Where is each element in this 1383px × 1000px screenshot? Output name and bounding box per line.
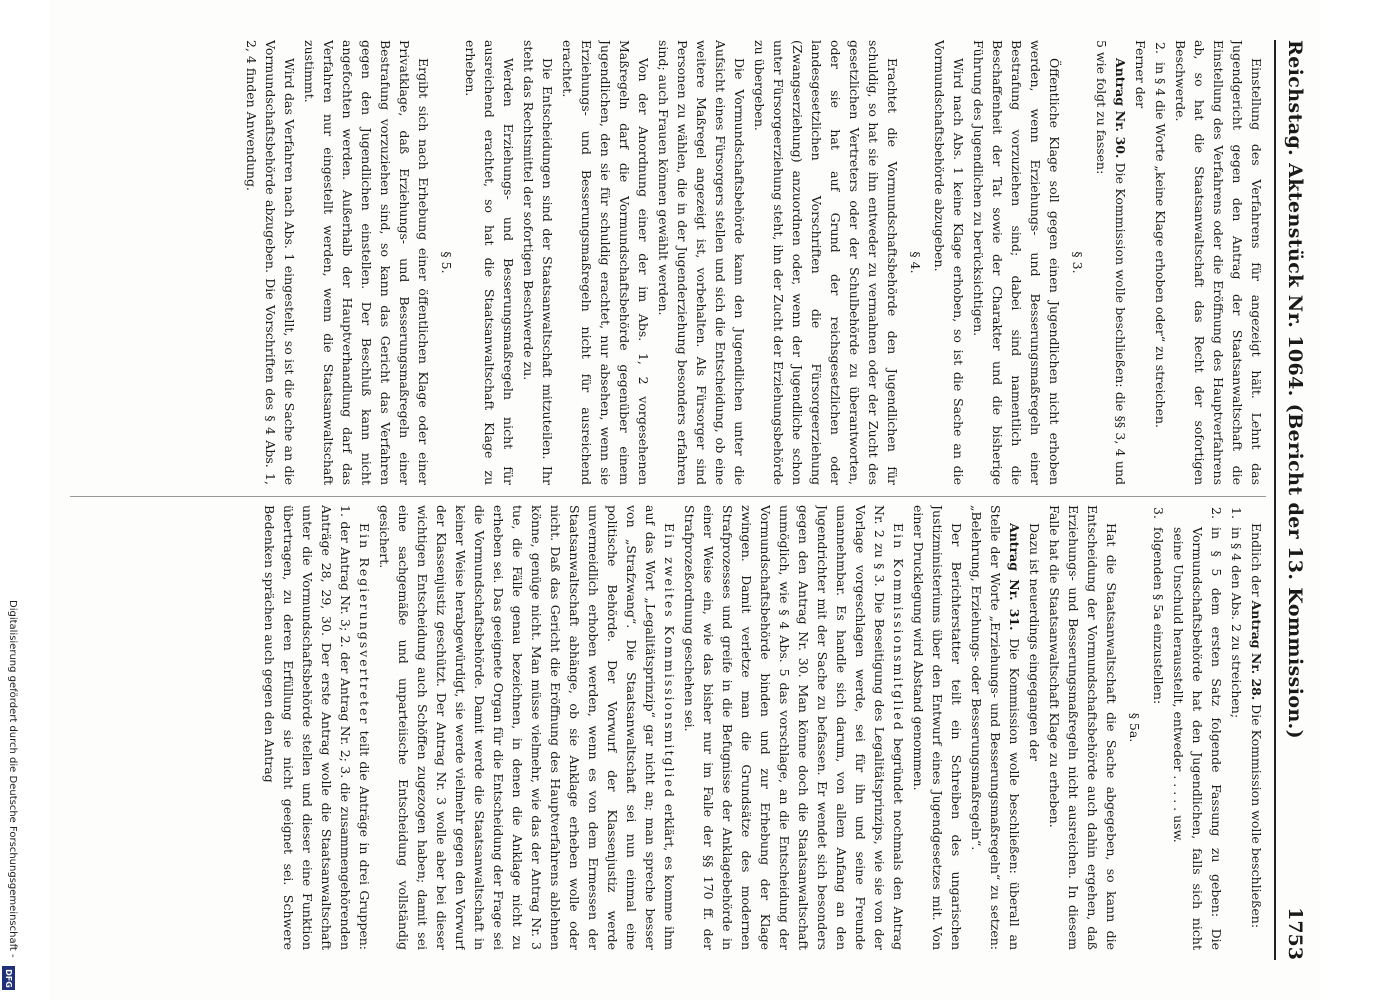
section-heading: § 3. (1070, 251, 1085, 274)
motion-label: Antrag Nr. 30. (1113, 58, 1128, 159)
motion-label: Antrag Nr. 31. (1007, 523, 1022, 631)
paragraph: Antrag Nr. 30. Die Kommission wolle beschließen: die §§ 3, 4 und 5 wie folgt zu fassen: (1094, 40, 1128, 485)
digitization-credit (4, 600, 20, 996)
paragraph: Ferner der (1133, 40, 1148, 109)
paragraph: Hat die Staatsanwaltschaft die Sache abgegeben, so kann die Entscheidung der Vormundschaftsbehörde auch dahin ergehen, daß Erziehungs- und Besserungsmaßregeln nicht ausreichen. In diesem Falle hat die Staatsanwaltschaft Klage zu erheben. (1047, 505, 1119, 950)
paragraph: Antrag Nr. 31. Die Kommission wolle beschließen: überall an Stelle der Worte „Erziehungs- und Besserungsmaßregeln“ zu setzen: „Belehrung, Erziehungs- oder Besserungsmaßregeln“. (969, 505, 1022, 950)
section-heading: § 5a. (1127, 712, 1142, 743)
list-item-number: 3. (1151, 507, 1166, 519)
digitization-credit-text: Digitalisierung gefördert durch die Deutsche Forschungsgemeinschaft - (7, 600, 18, 958)
dfg-logo-text: DFG (4, 968, 14, 988)
page-number: 1753 (1284, 907, 1306, 960)
paragraph: Die Vormundschaftsbehörde kann den Jugendlichen unter die Aufsicht eines Fürsorgers stellen und sich die Entscheidung, ob eine weitere Maßregel angezeigt ist, vorbehalten. Als Fürsorger sind Personen zu wählen, die in der Jugenderziehung besonders erfahren sind; auch Frauen können gewählt werden. (656, 40, 747, 485)
speaker-label: Ein zweites Kommissionsmitglied (662, 523, 677, 799)
paragraph: Werden Erziehungs- und Besserungsmaßregeln nicht für ausreichend erachtet, so hat die Staatsanwaltschaft Klage zu erheben. (463, 40, 516, 485)
paragraph: Die Entscheidungen sind der Staatsanwaltschaft mitzuteilen. Ihr steht das Rechtsmittel der sofortigen Beschwerde zu. (521, 40, 555, 485)
paragraph: Endlich der Antrag Nr. 28. Die Kommission wolle beschließen: (1249, 523, 1264, 929)
paragraph: Von der Anordnung einer der im Abs. 1, 2 vorgesehenen Maßregeln darf die Vormundschaftsbehörde gegenüber einem Jugendlichen, den sie für schuldig erachtet, nur absehen, wenn sie Erziehungs- und Besserungsmaßregeln nicht für ausreichend erachtet. (560, 40, 651, 485)
section-heading: § 4. (908, 251, 923, 274)
list-item-number: 1. (1229, 507, 1244, 519)
paragraph: Erachtet die Vormundschaftsbehörde den Jugendlichen für schuldig, so hat sie ihn entweder zu vermahnen oder der Zucht des gesetzlichen Vertreters oder der Schulbehörde zu überantworten, oder sie hat auf Grund der reichsgesetzlichen oder landesgesetzlichen Vorschriften die Fürsorgeerziehung (Zwangserziehung) anzuordnen oder, wenn der Jugendliche schon unter Fürsorgeerziehung steht, ihn der Zucht der Erziehungsbehörde zu übergeben. (752, 40, 900, 485)
motion-label: Antrag Nr. 28. (1249, 600, 1264, 701)
header-title: Reichstag. Aktenstück Nr. 1064. (Bericht der 13. Kommission.) (1284, 40, 1306, 740)
paragraph: Wird nach Abs. 1 keine Klage erhoben, so ist die Sache an die Vormundschaftsbehörde abzugeben. (932, 40, 966, 485)
list-item-number: 2. (1153, 42, 1168, 54)
dfg-logo (2, 966, 15, 990)
header-rule (1274, 40, 1276, 960)
paragraph: Dazu ist neuerdings eingegangen der (1027, 523, 1042, 761)
paragraph: Ergibt sich nach Erhebung einer öffentlichen Klage oder einer Privatklage, daß Erziehungs- und Besserungsmaßregeln einer Bestrafung vorzuziehen sind, so kann das Gericht das Verfahren gegen den Jugendlichen einstellen. Der Beschluß kann nicht angefochten werden. Außerhalb der Hauptverhandlung darf das Verfahren nur eingestellt werden, wenn die Staatsanwaltschaft zustimmt. (302, 40, 431, 485)
left-text-column (60, 40, 1266, 485)
list-item: 2. in § 4 die Worte „keine Klage erhoben oder“ zu streichen. (1153, 42, 1168, 428)
paragraph: Ein zweites Kommissionsmitglied erklärt, es komme ihm auf das Wort „Legalitätsprinzip“ gar nicht an; man spreche besser von „Strafzwang“. Die Staatsanwaltschaft sei nun einmal eine politische Behörde. Der Vorwurf der Klassenjustiz werde unvermeidlich erhoben werden, wenn es von dem Ermessen der Staatsanwaltschaft abhänge, ob sie Anklage erheben wolle oder nicht. Daß das Gericht die Eröffnung des Hauptverfahrens ablehnen könne, genüge nicht. Man müsse vielmehr, wie das der Antrag Nr. 3 tue, die Fälle genau bezeichnen, in denen die Anklage nicht zu erheben sei. Das geeignete Organ für die Entscheidung der Frage sei die Vormundschaftsbehörde. Damit werde die Staatsanwaltschaft in keiner Weise herabgewürdigt, sie werde vielmehr gegen den Vorwurf der Klassenjustiz geschützt. Der Antrag Nr. 3 wolle aber bei dieser wichtigen Entscheidung auch Schöffen zugezogen haben; damit sei eine sachgemäße und unparteiische Entscheidung vollständig gesichert. (377, 505, 677, 950)
list-item: 2. in § 5 dem ersten Satz folgende Fassung zu geben: Die Vormundschaftsbehörde hat den Jugendlichen, falls sich nicht seine Unschuld herausstellt, entweder . . . . . usw. (1171, 507, 1224, 950)
list-item: 3. folgenden § 5a einzustellen: (1151, 507, 1166, 705)
page-header (1278, 40, 1312, 960)
section-heading: § 5. (439, 251, 454, 274)
paragraph: Öffentliche Klage soll gegen einen Jugendlichen nicht erhoben werden, wenn Erziehungs- und Besserungsmaßregeln einer Bestrafung vorzuziehen sind; dabei sind namentlich die Beschaffenheit der Tat sowie der Charakter und die bisherige Führung des Jugendlichen zu berücksichtigen. (971, 40, 1062, 485)
paragraph: Ein Regierungsvertreter teilt die Anträge in drei Gruppen: 1. der Antrag Nr. 3; 2. der Antrag Nr. 2; 3. die zusammengehörenden Anträge 28, 29, 30. Der erste Antrag wolle die Staatsanwaltschaft unter die Vormundschaftsbehörde stellen und dieser eine Funktion übertragen, zu deren Erfüllung sie nicht geeignet sei. Schwere Bedenken sprächen auch gegen den Antrag (262, 505, 372, 950)
list-item: 1. in § 4 den Abs. 2 zu streichen; (1229, 507, 1244, 719)
column-divider (70, 496, 1266, 497)
rotated-document-sheet (50, 0, 1320, 1000)
speaker-label: Ein Regierungsvertreter (357, 523, 372, 726)
paragraph: Einstellung des Verfahrens für angezeigt hält. Lehnt das Jugendgericht gegen den Antrag der Staatsanwaltschaft die Einstellung des Verfahrens oder die Eröffnung des Hauptverfahrens ab, so hat die Staatsanwaltschaft das Recht der sofortigen Beschwerde. (1173, 40, 1264, 485)
right-text-column (60, 505, 1266, 950)
list-item-number: 2. (1209, 507, 1224, 519)
paragraph: Ein Kommissionsmitglied begründet nochmals den Antrag Nr. 2 zu § 3. Die Beseitigung des Legalitätsprinzips, wie sie von der Vorlage vorgeschlagen werde, sei für ihn und seine Freunde unannehmbar. Es handle sich darum, von allem Anfang an den Jugendrichter mit der Sache zu befassen. Er wendet sich besonders gegen den Antrag Nr. 30. Man könne doch die Staatsanwaltschaft unmöglich, wie § 4 Abs. 5 das vorschlage, an die Entscheidung der Vormundschaftsbehörde binden und zur Erhebung der Klage zwingen. Damit verletze man die Grundsätze des modernen Strafprozesses und greife in die Befugnisse der Anklagebehörde in einer Weise ein, wie das bisher nur im Falle der §§ 170 ff. der Strafprozeßordnung geschehen sei. (682, 505, 906, 950)
paragraph: Der Berichterstatter teilt ein Schreiben des ungarischen Justizministeriums über den Entwurf eines Jugendgesetzes mit. Von einer Drucklegung wird Abstand genommen. (911, 505, 964, 950)
speaker-label: Ein Kommissionsmitglied (891, 523, 906, 732)
paragraph: Wird das Verfahren nach Abs. 1 eingestellt, so ist die Sache an die Vormundschaftsbehörde abzugeben. Die Vorschriften des § 4 Abs. 1, 2, 4 finden Anwendung. (244, 40, 297, 485)
